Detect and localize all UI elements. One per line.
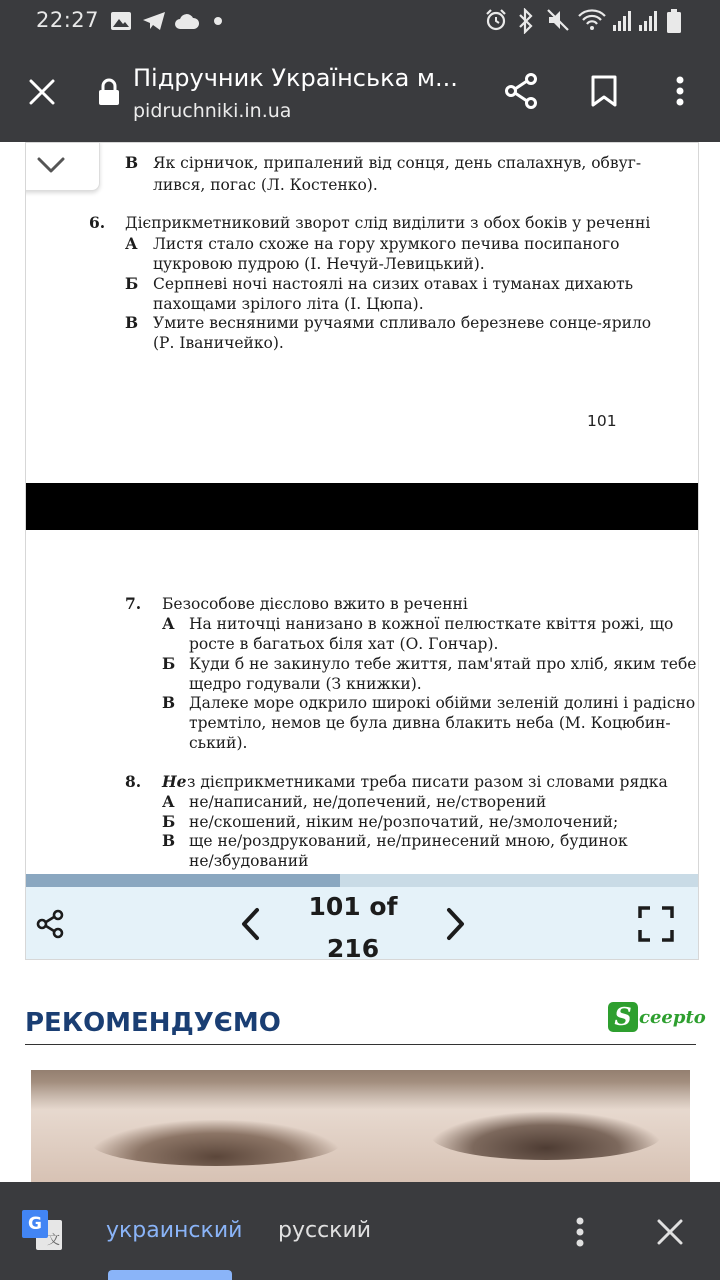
- chevron-right-icon: [445, 907, 467, 941]
- doc-line: росте в багатьох біля хат (О. Гончар).: [189, 635, 499, 653]
- option-letter: В: [125, 313, 139, 332]
- wifi-icon: [577, 8, 607, 32]
- browser-toolbar: [0, 42, 720, 142]
- doc-line: Далеке море одкрило широкі обійми зеленій долині і радісно: [189, 694, 696, 712]
- cloud-icon: [174, 12, 200, 30]
- doc-line: ський).: [189, 734, 248, 752]
- doc-line: Серпневі ночі настоялі на сизих отавах і туманах дихають: [153, 275, 634, 293]
- translate-close-button[interactable]: [650, 1212, 690, 1252]
- doc-line: пахощами зрілого літа (І. Цюпа).: [153, 295, 424, 313]
- chevron-down-icon: [37, 156, 65, 174]
- chevron-left-icon: [239, 907, 261, 941]
- close-button[interactable]: [20, 70, 64, 114]
- share-icon: [504, 73, 538, 109]
- question-number: 6.: [89, 213, 106, 232]
- next-page-button[interactable]: [436, 904, 476, 944]
- page-number: 101: [587, 412, 617, 430]
- status-bar: [0, 0, 720, 42]
- sceepto-logo-text: ceepto: [639, 1006, 706, 1028]
- bookmark-button[interactable]: [584, 68, 624, 114]
- option-letter: В: [162, 831, 176, 850]
- sceepto-logo-mark: S: [608, 1002, 638, 1032]
- share-icon: [35, 909, 65, 939]
- doc-line: лився, погас (Л. Костенко).: [153, 176, 378, 194]
- doc-line: (Р. Іваничейко).: [153, 334, 284, 352]
- page-101: [26, 143, 698, 483]
- more-vert-icon: [575, 1216, 585, 1248]
- doc-line: Куди б не закинуло тебе життя, пам'ятай про хліб, яким тебе: [189, 655, 697, 673]
- source-language-tab[interactable]: украинский: [106, 1218, 243, 1243]
- mute-icon: [546, 8, 570, 32]
- signal-icon: [612, 10, 634, 32]
- fullscreen-button[interactable]: [634, 902, 678, 946]
- option-letter: А: [162, 792, 175, 811]
- option-letter: В: [125, 153, 139, 172]
- option-letter: В: [162, 693, 176, 712]
- question-number: 8.: [125, 772, 142, 791]
- close-icon: [29, 79, 55, 105]
- previous-page-button[interactable]: [230, 904, 270, 944]
- image-icon: [110, 11, 132, 31]
- option-letter: А: [162, 614, 175, 633]
- doc-line: не/скошений, ніким не/розпочатий, не/змолочений;: [189, 813, 619, 831]
- fullscreen-icon: [638, 906, 674, 942]
- doc-line: не/написаний, не/допечений, не/створений: [189, 793, 547, 811]
- pdf-viewer[interactable]: [25, 142, 699, 960]
- option-letter: Б: [162, 812, 176, 831]
- share-button[interactable]: [498, 68, 544, 114]
- bookmark-icon: [591, 75, 617, 107]
- battery-icon: [666, 8, 682, 34]
- page-indicator-line: 101 of: [308, 892, 398, 921]
- reader-share-button[interactable]: [30, 904, 70, 944]
- google-translate-icon[interactable]: G 文: [22, 1210, 62, 1252]
- recommend-heading: РЕКОМЕНДУЄМО: [25, 1008, 281, 1038]
- recommend-divider: [25, 1044, 696, 1045]
- status-time: 22:27: [36, 8, 100, 32]
- recommend-image[interactable]: [31, 1070, 690, 1182]
- target-language-tab[interactable]: русский: [278, 1218, 372, 1243]
- doc-line: На ниточці нанизано в кожної пелюсткате квіття рожі, що: [189, 615, 674, 633]
- question-number: 7.: [125, 594, 142, 613]
- doc-line: тремтіло, немов це була дивна блакить неба (М. Коцюбин-: [189, 714, 671, 732]
- doc-line: щедро годували (З книжки).: [189, 675, 422, 693]
- doc-line: Листя стало схоже на гору хрумкого печива посипаного: [153, 235, 620, 253]
- doc-line: Умите весняними ручаями спливало березневе сонце-ярило: [153, 314, 652, 332]
- option-letter: А: [125, 234, 138, 253]
- page-domain[interactable]: pidruchniki.in.ua: [133, 100, 292, 122]
- option-letter: Б: [125, 274, 139, 293]
- collapse-toggle[interactable]: [25, 142, 100, 191]
- alarm-icon: [484, 8, 508, 32]
- question-text: Дієприкметниковий зворот слід виділити з обох боків у реченні: [125, 214, 651, 232]
- doc-line: ще не/роздрукований, не/принесений мною, будинок: [189, 832, 628, 850]
- translate-menu-button[interactable]: [564, 1212, 596, 1252]
- doc-line: не/збудований: [189, 852, 309, 870]
- page-separator: [26, 483, 698, 530]
- question-text: Безособове дієслово вжито в реченні: [162, 595, 468, 613]
- telegram-icon: [142, 11, 166, 31]
- question-text: з дієприкметниками треба писати разом зі словами рядка: [187, 773, 668, 791]
- bluetooth-icon: [517, 8, 535, 34]
- sceepto-logo[interactable]: [608, 1000, 706, 1034]
- option-letter: Б: [162, 654, 176, 673]
- page-indicator-line: 216: [326, 934, 380, 960]
- more-vert-icon: [675, 75, 685, 107]
- signal-icon: [638, 10, 660, 32]
- source-language-indicator: [108, 1270, 232, 1280]
- doc-line: цукровою пудрою (І. Нечуй-Левицький).: [153, 255, 485, 273]
- page-indicator: [288, 886, 418, 960]
- doc-line: Не: [162, 772, 187, 791]
- more-button[interactable]: [660, 68, 700, 114]
- reader-bar: [26, 874, 698, 960]
- page-title[interactable]: Підручник Українська м...: [133, 64, 458, 92]
- dot-icon: [214, 17, 222, 25]
- page-102: [26, 530, 698, 874]
- close-icon: [657, 1219, 683, 1245]
- lock-icon: [98, 78, 120, 106]
- translate-bar: [0, 1182, 720, 1280]
- doc-line: Як сірничок, припалений від сонця, день спалахнув, обвуг-: [153, 154, 642, 172]
